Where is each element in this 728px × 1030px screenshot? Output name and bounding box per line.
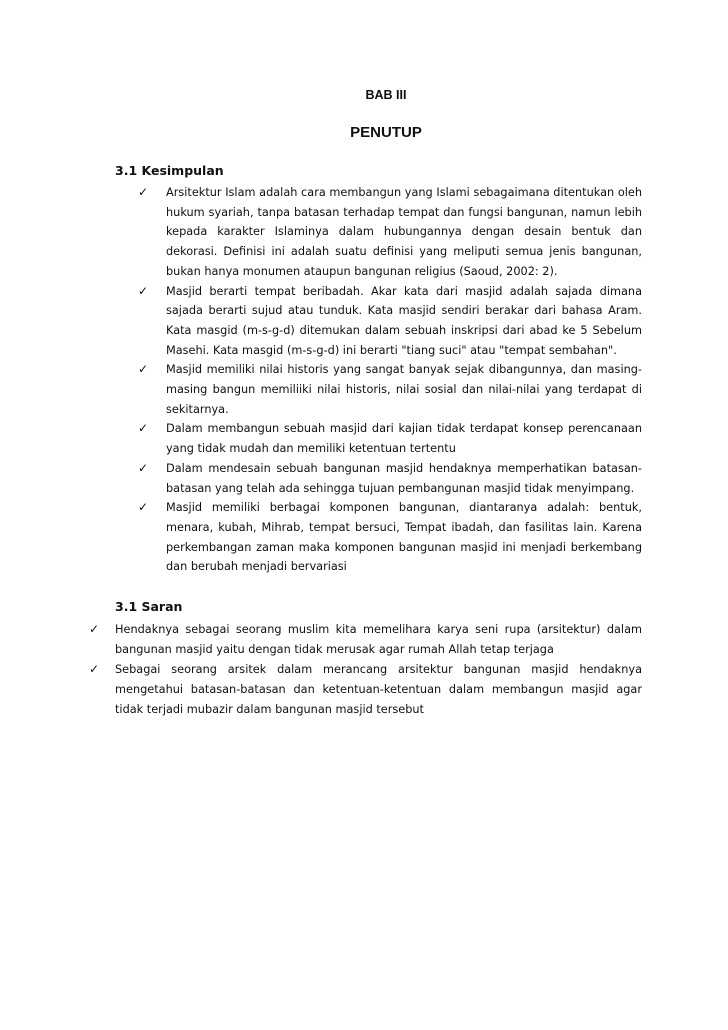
kesimpulan-item-text: Masjid memiliki berbagai komponen bangunan, diantaranya adalah: bentuk, menara, kubah, Mihrab, tempat bersuci, Tempat ibadah, dan fasilitas lain. Karena perkembangan zaman maka komponen bangunan masjid ini menjadi berkembang dan berubah menjadi bervariasi <box>166 501 642 574</box>
saran-item-text: Hendaknya sebagai seorang muslim kita memelihara karya seni rupa (arsitektur) dalam bangunan masjid yaitu dengan tidak merusak agar rumah Allah tetap terjaga <box>115 623 642 656</box>
chapter-label: BAB III <box>365 88 407 102</box>
list-item <box>89 660 642 720</box>
kesimpulan-item-text: Masjid memiliki nilai historis yang sangat banyak sejak dibangunnya, dan masing-masing bangun memiliiki nilai historis, nilai sosial dan nilai-nilai yang terdapat di sekitarnya. <box>166 363 642 416</box>
list-item <box>138 419 642 458</box>
list-item <box>138 360 642 419</box>
checkmark-icon: ✓ <box>89 662 100 676</box>
kesimpulan-item-text: Dalam membangun sebuah masjid dari kajian tidak terdapat konsep perencanaan yang tidak mudah dan memiliki ketentuan tertentu <box>166 422 642 456</box>
checkmark-icon: ✓ <box>138 283 149 298</box>
checkmark-icon: ✓ <box>138 460 149 475</box>
kesimpulan-item-text: Dalam mendesain sebuah bangunan masjid hendaknya memperhatikan batasan-batasan yang telah ada sehingga tujuan pembangunan masjid tidak menyimpang. <box>166 461 642 495</box>
checkmark-icon: ✓ <box>138 421 149 436</box>
kesimpulan-list <box>138 183 642 577</box>
list-item <box>138 282 642 361</box>
checkmark-icon: ✓ <box>138 185 149 199</box>
list-item <box>89 620 642 660</box>
kesimpulan-item-text: Masjid berarti tempat beribadah. Akar kata dari masjid adalah sajada dimana sajada berarti sujud atau tunduk. Kata masjid sendiri berakar dari bahasa Aram. Kata masgid (m-s-g-d) ditemukan dalam sebuah inskripsi dari abad ke 5 Sebelum Masehi. Kata masgid (m-s-g-d) ini berarti "tiang suci" atau "tempat sembahan". <box>166 284 642 357</box>
list-item <box>138 498 642 577</box>
list-item <box>138 183 642 282</box>
saran-list <box>89 620 642 720</box>
kesimpulan-heading: 3.1 Kesimpulan <box>115 163 224 178</box>
checkmark-icon: ✓ <box>138 500 149 515</box>
saran-heading: 3.1 Saran <box>115 599 183 614</box>
checkmark-icon: ✓ <box>138 362 149 377</box>
kesimpulan-item-text: Arsitektur Islam adalah cara membangun yang Islami sebagaimana ditentukan oleh hukum syariah, tanpa batasan terhadap tempat dan fungsi bangunan, namun lebih kepada karakter Islaminya dalam hubungannya dengan desain bentuk dan dekorasi. Definisi ini adalah suatu definisi yang meliputi semua jenis bangunan, bukan hanya monumen ataupun bangunan religius (Saoud, 2002: 2). <box>166 186 642 278</box>
list-item <box>138 459 642 498</box>
chapter-title: PENUTUP <box>350 124 422 141</box>
saran-item-text: Sebagai seorang arsitek dalam merancang arsitektur bangunan masjid hendaknya mengetahui batasan-batasan dan ketentuan-ketentuan dalam membangun masjid agar tidak terjadi mubazir dalam bangunan masjid tersebut <box>115 663 642 716</box>
checkmark-icon: ✓ <box>89 622 100 636</box>
